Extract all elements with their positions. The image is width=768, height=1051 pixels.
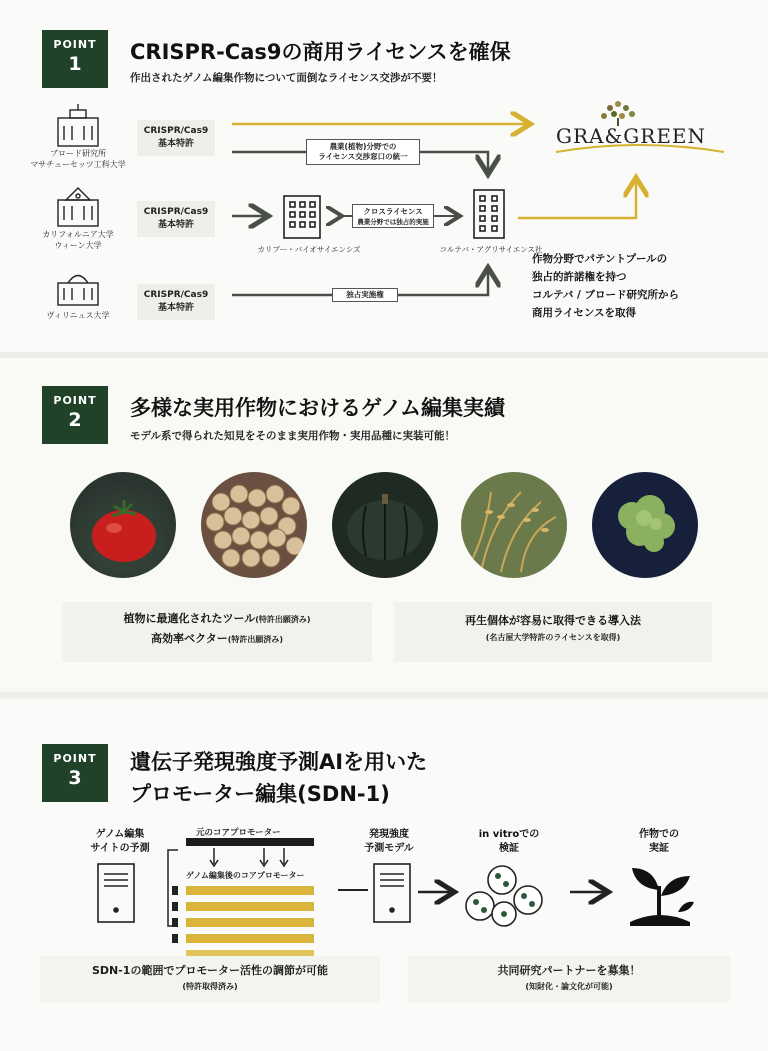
card-vector-main: 高効率ベクター	[150, 632, 228, 645]
section-divider	[0, 692, 768, 698]
rice-photo	[461, 472, 567, 578]
partner-note: (知財化・論文化が可能)	[525, 982, 613, 991]
university-building-icon	[58, 188, 98, 226]
step-expression-model-label: 発現強度 予測モデル	[364, 829, 414, 854]
tag-exclusive-right: 独占実施権	[332, 288, 398, 302]
bottom-left-note	[40, 956, 380, 1002]
yellow-arrow-corteva-logo	[518, 180, 636, 218]
bullet-marks	[172, 886, 178, 943]
edited-promoter-label: ゲノム編集後のコアプロモーター	[186, 871, 305, 880]
org-uc-vienna: カリフォルニア大学 ウィーン大学	[42, 230, 114, 250]
org-vilnius: ヴィリニュス大学	[46, 311, 110, 320]
card-vector-note: (特許出願済み)	[227, 635, 284, 644]
bottom-right-note	[408, 956, 730, 1002]
down-arrows-icon	[210, 848, 288, 866]
card-transformation-note: (名古屋大学特許のライセンスを取得)	[485, 633, 621, 642]
point1-badge-number: 1	[68, 53, 82, 75]
point2-badge-number: 2	[68, 409, 82, 431]
edited-promoter-bars	[186, 886, 314, 959]
lettuce-photo	[592, 472, 698, 578]
tag-cross-license: クロスライセンス 農業分野では独占的実施	[352, 204, 434, 228]
point2-title: 多様な実用作物におけるゲノム編集実績	[130, 396, 506, 420]
point3-title-line1: 遺伝子発現強度予測AIを用いた	[130, 750, 428, 774]
point2-badge-label: POINT	[53, 394, 97, 407]
rice-icon	[461, 472, 567, 578]
card-plant-tools-note: (特許出願済み)	[255, 615, 311, 624]
lettuce-icon	[592, 472, 698, 578]
university-building-icon	[58, 276, 98, 306]
university-building-icon	[58, 104, 98, 146]
company-caribou: カリブー・バイオサイエンシズ	[257, 245, 361, 254]
pumpkin-photo	[332, 472, 438, 578]
tomato-icon	[70, 472, 176, 578]
card-plant-tools-main: 植物に最適化されたツール	[123, 612, 256, 625]
gra-green-logo: GRA&GREEN	[556, 124, 707, 148]
step-crop-demo-label: 作物での 実証	[639, 829, 679, 854]
patent-box-2: CRISPR/Cas9 基本特許	[137, 201, 215, 237]
tomato-photo	[70, 472, 176, 578]
pumpkin-icon	[332, 472, 438, 578]
point1-subtitle: 作出されたゲノム編集作物について面倒なライセンス交渉が不要！	[130, 72, 443, 84]
point2-badge	[42, 386, 108, 444]
partner-main: 共同研究パートナーを募集！	[497, 964, 641, 977]
server-icon	[98, 864, 134, 922]
step-site-prediction-label: ゲノム編集 サイトの予測	[90, 829, 150, 854]
server-icon	[374, 864, 410, 922]
point2-subtitle: モデル系で得られた知見をそのまま実用作物・実用品種に実装可能！	[130, 430, 455, 442]
card-transformation	[394, 602, 712, 662]
point3-badge-label: POINT	[53, 752, 97, 765]
original-promoter-bar	[186, 838, 314, 846]
step-invitro-label: in vitroでの 検証	[478, 829, 540, 854]
soybean-photo	[201, 472, 307, 578]
tag-license-unify: 農業(植物)分野での ライセンス交渉窓口の統一	[306, 139, 420, 165]
sdn1-main: SDN-1の範囲でプロモーター活性の調節が可能	[91, 964, 329, 977]
point3-title-line2: プロモーター編集(SDN-1)	[130, 782, 390, 806]
office-building-icon	[284, 196, 320, 238]
point2-section	[0, 358, 768, 688]
original-promoter-label: 元のコアプロモーター	[196, 828, 281, 838]
plant-sprout-icon	[630, 868, 694, 926]
tree-logo-icon	[601, 101, 635, 126]
card-plant-tools	[62, 602, 372, 662]
patent-box-1: CRISPR/Cas9 基本特許	[137, 120, 215, 156]
point1-description: 作物分野でパテントプールの 独占的許諾権を持つ コルテバ / ブロード研究所から 商用ライセンスを取得	[532, 253, 680, 319]
company-corteva: コルテバ・アグリサイエンス社	[439, 245, 543, 254]
point1-badge-label: POINT	[53, 38, 97, 51]
patent-box-3: CRISPR/Cas9 基本特許	[137, 284, 215, 320]
point1-section	[0, 0, 768, 352]
soybean-icon	[201, 472, 307, 578]
card-transformation-main: 再生個体が容易に取得できる導入法	[465, 614, 641, 627]
org-broad-mit: ブロード研究所 マサチューセッツ工科大学	[30, 149, 126, 169]
point3-badge-number: 3	[68, 767, 82, 789]
point1-title: CRISPR-Cas9の商用ライセンスを確保	[130, 40, 511, 64]
office-building-icon	[474, 190, 504, 238]
point3-section	[0, 700, 768, 1051]
sdn1-note: (特許取得済み)	[182, 982, 238, 991]
